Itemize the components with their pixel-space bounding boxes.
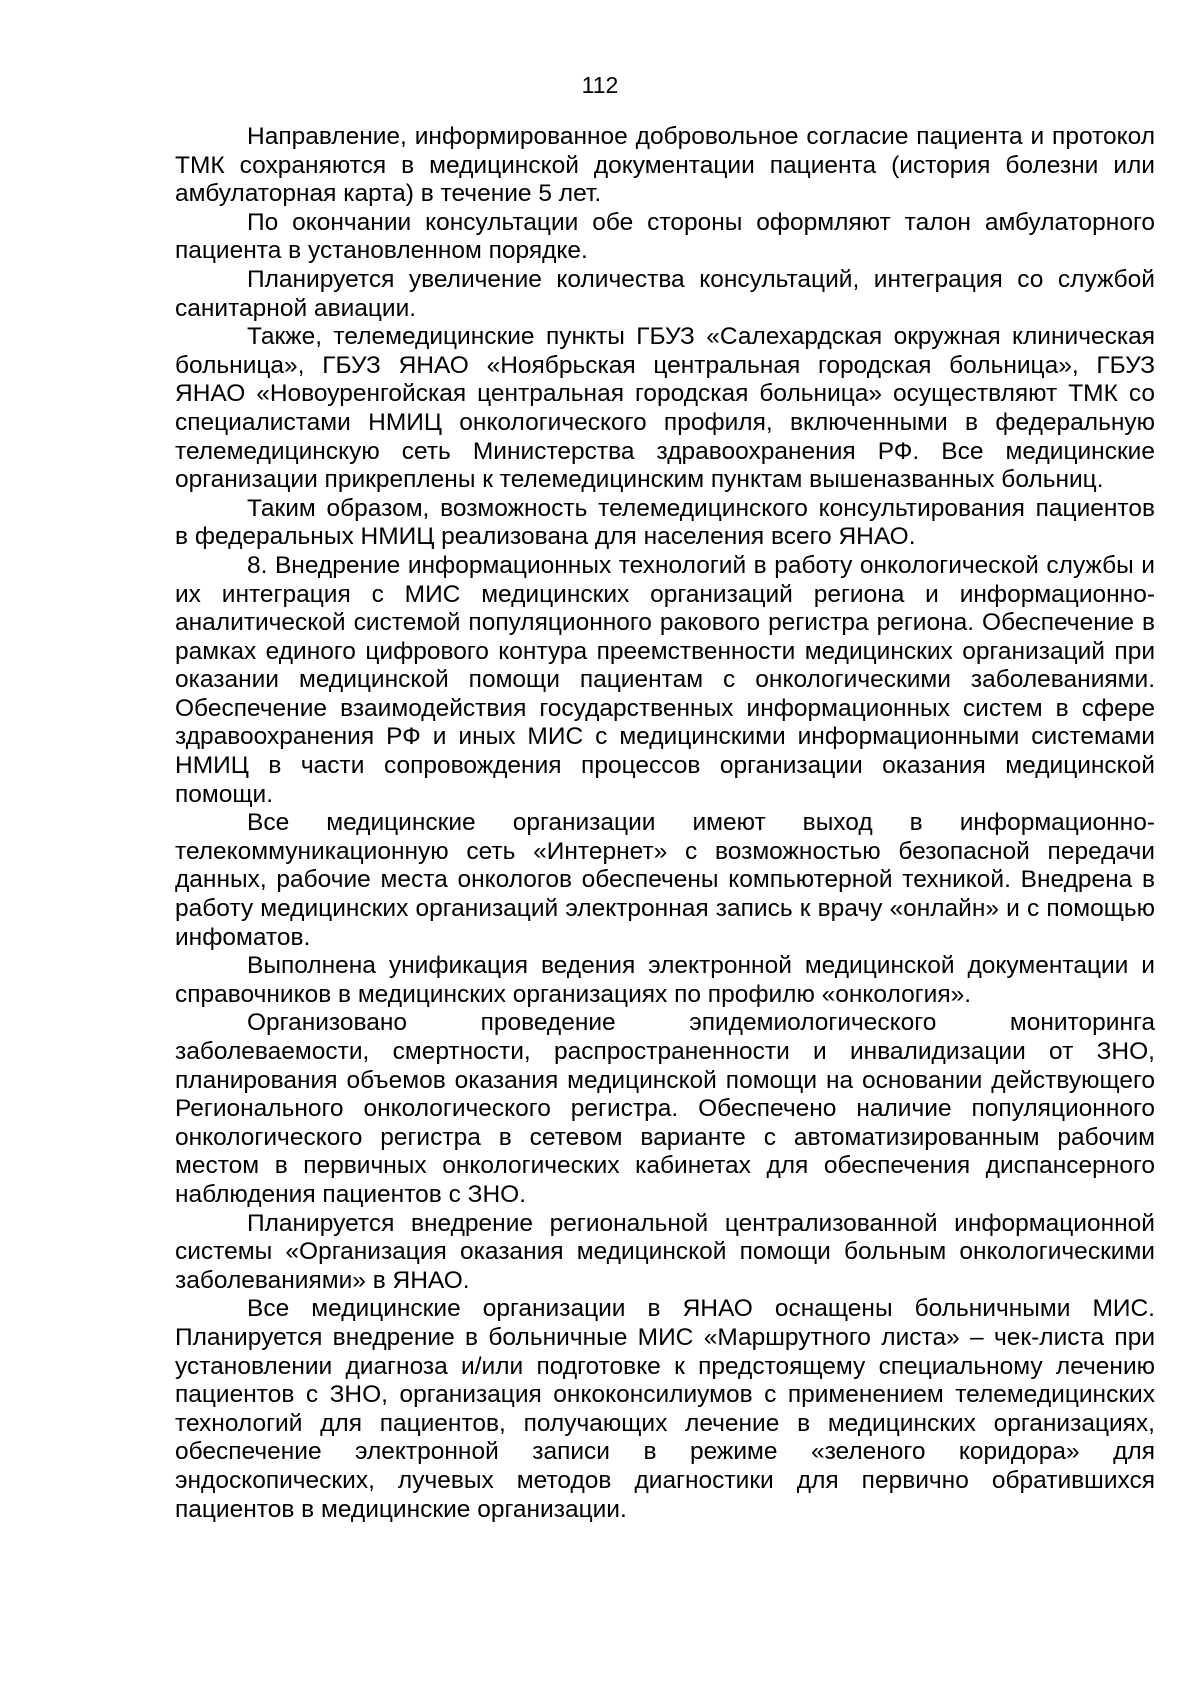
paragraph-1: Направление, информированное добровольное согласие пациента и протокол ТМК сохраняются в медицинской документации пациента (история болезни или амбулаторная карта) в течение 5 лет. (175, 123, 1155, 208)
paragraph-9: Организовано проведение эпидемиологического мониторинга заболеваемости, смертности, распространенности и инвалидизации от ЗНО, планирования объемов оказания медицинской помощи на основании действующего Регионального онкологического регистра. Обеспечено наличие популяционного онкологического регистра в сетевом варианте с автоматизированным рабочим местом в первичных онкологических кабинетах для обеспечения диспансерного наблюдения пациентов с ЗНО. (175, 1009, 1155, 1208)
paragraph-7: Все медицинские организации имеют выход в информационно-телекоммуникационную сеть «Интернет» с возможностью безопасной передачи данных, рабочие места онкологов обеспечены компьютерной техникой. Внедрена в работу медицинских организаций электронная запись к врачу «онлайн» и с помощью инфоматов. (175, 809, 1155, 951)
paragraph-10: Планируется внедрение региональной централизованной информационной системы «Организация оказания медицинской помощи больным онкологическими заболеваниями» в ЯНАО. (175, 1209, 1155, 1294)
paragraph-11: Все медицинские организации в ЯНАО оснащены больничными МИС. Планируется внедрение в больничные МИС «Маршрутного листа» – чек-листа при установлении диагноза и/или подготовке к предстоящему специальному лечению пациентов с ЗНО, организация онкоконсилиумов с применением телемедицинских технологий для пациентов, получающих лечение в медицинских организациях, обеспечение электронной записи в режиме «зеленого коридора» для эндоскопических, лучевых методов диагностики для первично обратившихся пациентов в медицинские организации. (175, 1295, 1155, 1523)
paragraph-2: По окончании консультации обе стороны оформляют талон амбулаторного пациента в установленном порядке. (175, 208, 1155, 265)
paragraph-8: Выполнена унификация ведения электронной медицинской документации и справочников в медицинских организациях по профилю «онкология». (175, 952, 1155, 1008)
paragraph-3: Планируется увеличение количества консультаций, интеграция со службой санитарной авиации. (175, 265, 1155, 322)
paragraph-4: Также, телемедицинские пункты ГБУЗ «Салехардская окружная клиническая больница», ГБУЗ ЯНАО «Ноябрьская центральная городская больница», ГБУЗ ЯНАО «Новоуренгойская центральная городская больница» осуществляют ТМК со специалистами НМИЦ онкологического профиля, включенными в федеральную телемедицинскую сеть Министерства здравоохранения РФ. Все медицинские организации прикреплены к телемедицинским пунктам вышеназванных больниц. (175, 323, 1155, 494)
page-number: 112 (581, 72, 619, 98)
document-body (175, 123, 1155, 1524)
paragraph-5: Таким образом, возможность телемедицинского консультирования пациентов в федеральных НМИЦ реализована для населения всего ЯНАО. (175, 494, 1155, 551)
paragraph-6: 8. Внедрение информационных технологий в работу онкологической службы и их интеграция с МИС медицинских организаций региона и информационно-аналитической системой популяционного ракового регистра региона. Обеспечение в рамках единого цифрового контура преемственности медицинских организаций при оказании медицинской помощи пациентам с онкологическими заболеваниями. Обеспечение взаимодействия государственных информационных систем в сфере здравоохранения РФ и иных МИС с медицинскими информационными системами НМИЦ в части сопровождения процессов организации оказания медицинской помощи. (175, 551, 1155, 808)
